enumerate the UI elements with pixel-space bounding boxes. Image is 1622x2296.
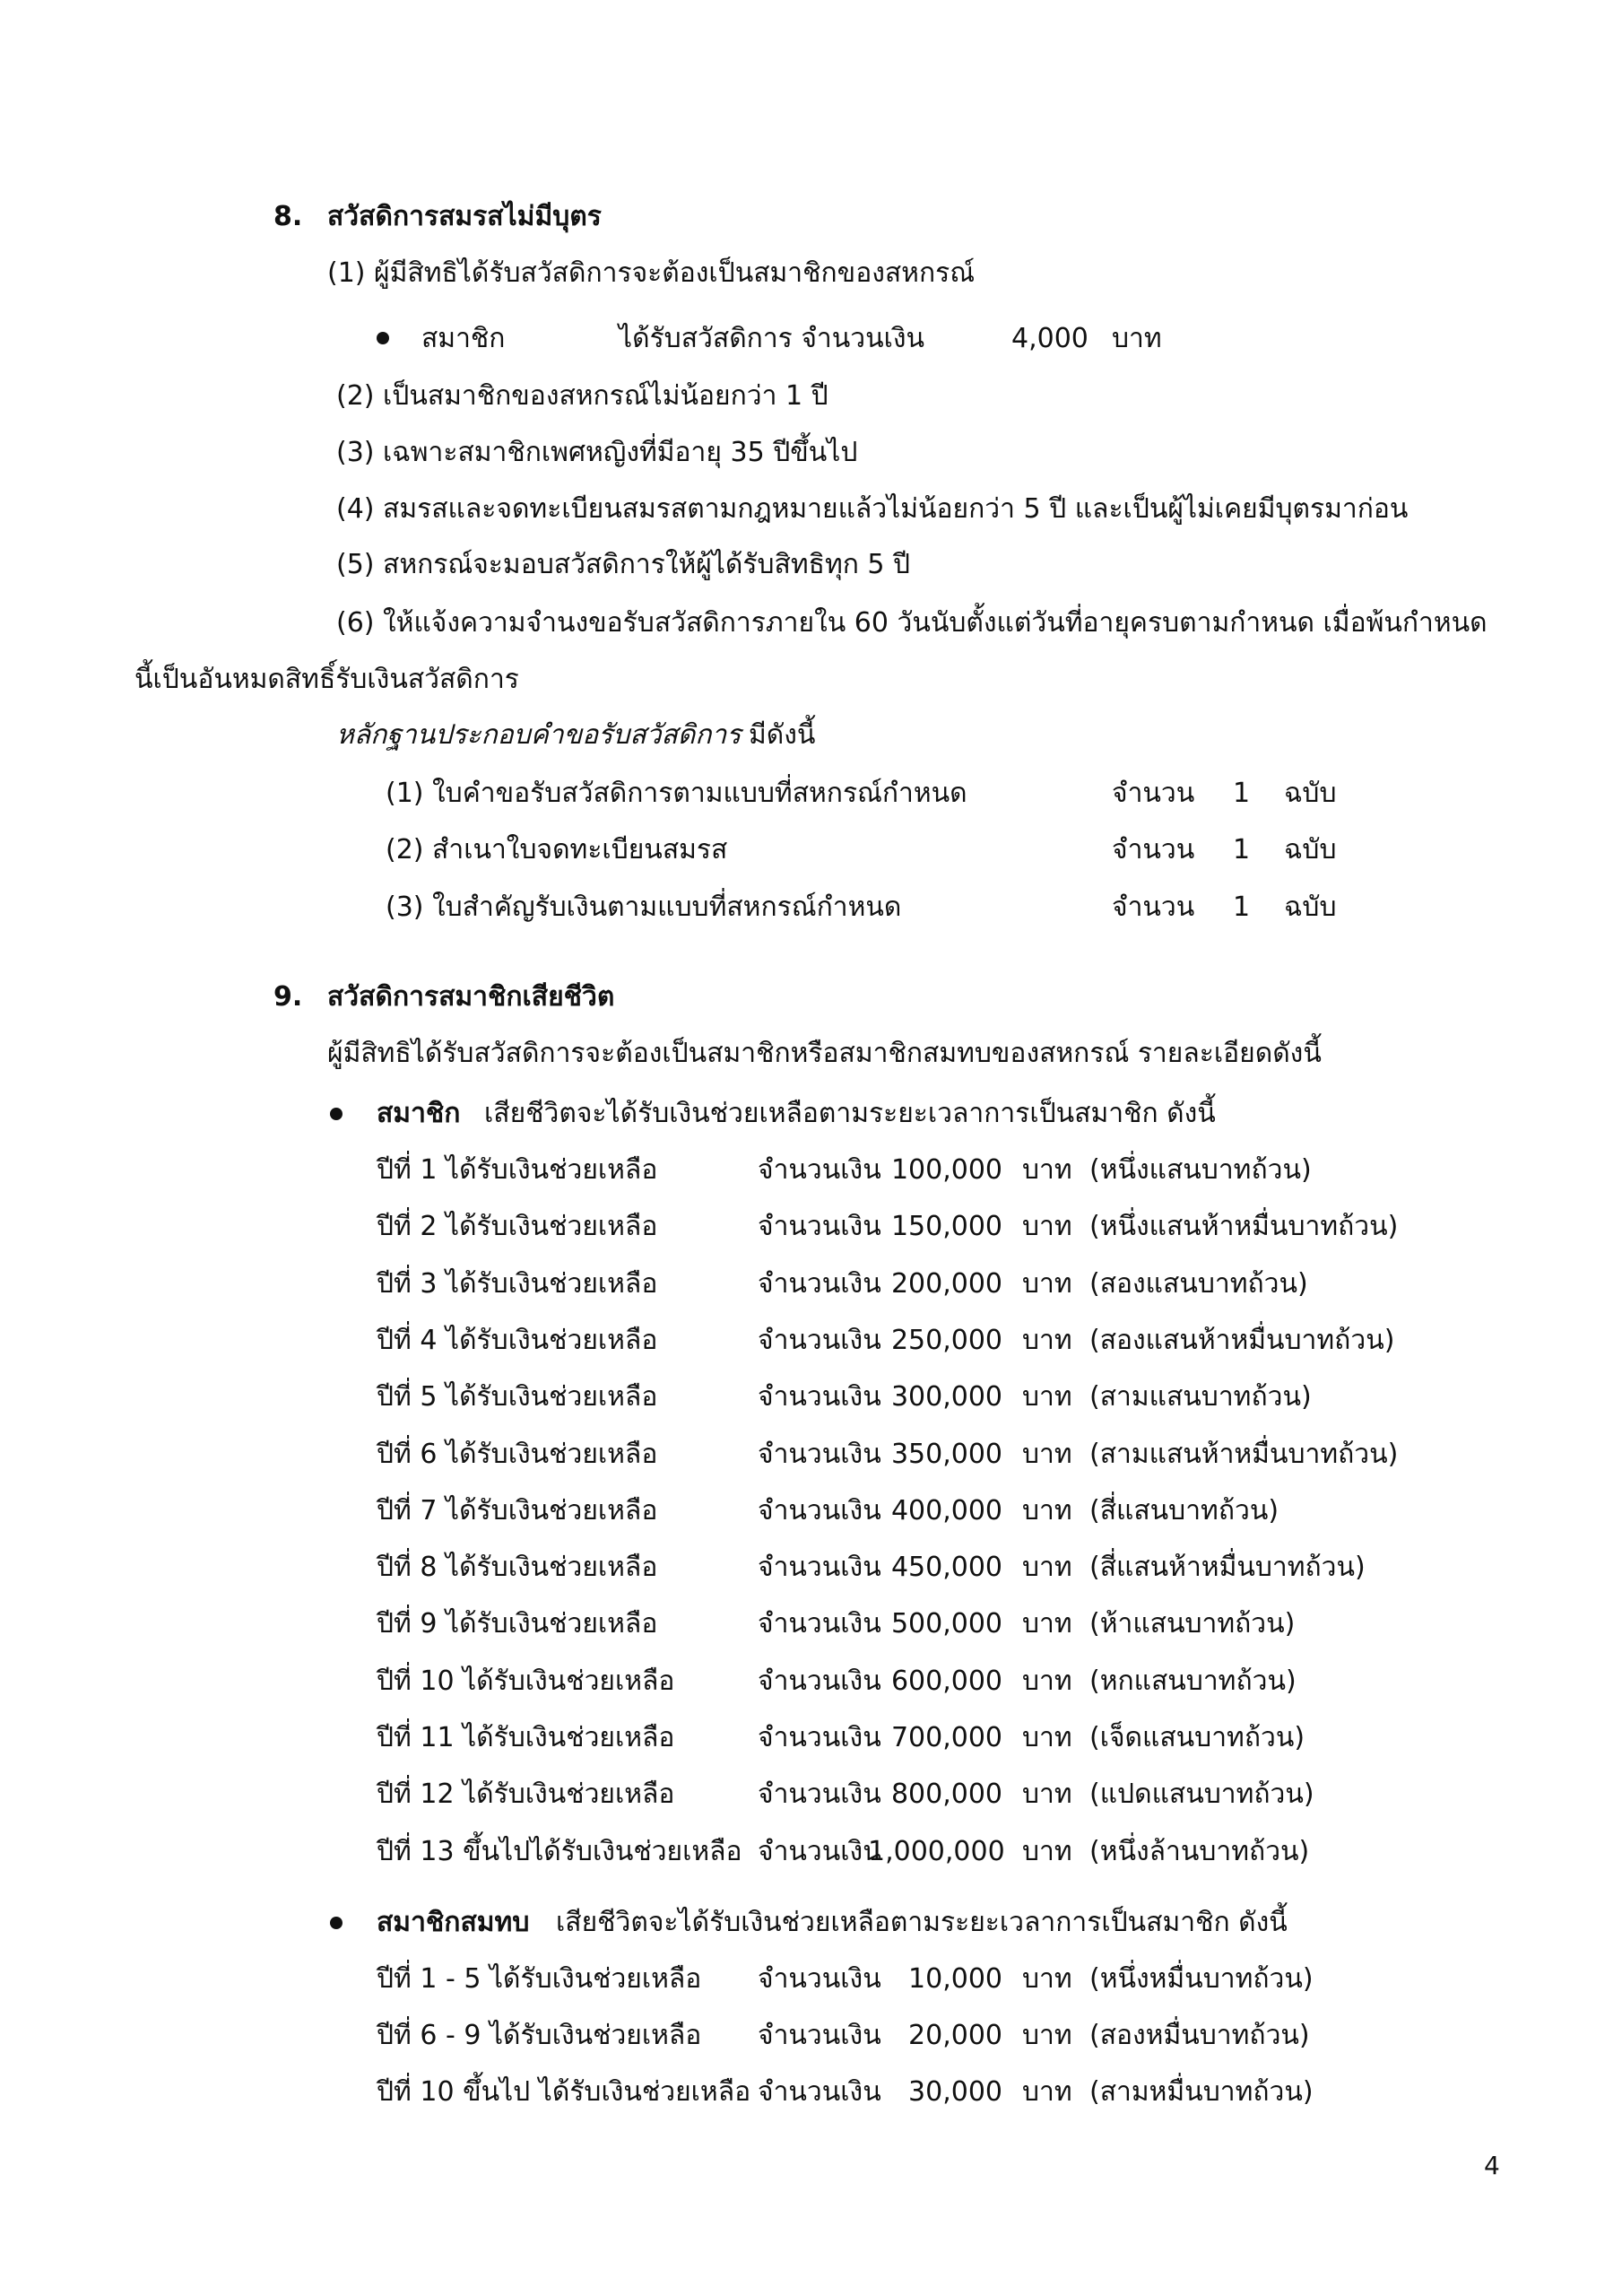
benefit-unit: บาท xyxy=(1022,1779,1072,1811)
benefit-year: ปีที่ 11 ได้รับเงินช่วยเหลือ xyxy=(377,1722,675,1753)
section9-intro: ผู้มีสิทธิได้รับสวัสดิการจะต้องเป็นสมาชิกหรือสมาชิกสมทบของสหกรณ์ รายละเอียดดังนี้ xyxy=(327,1038,1322,1069)
associate-desc: เสียชีวิตจะได้รับเงินช่วยเหลือตามระยะเวลาการเป็นสมาชิก ดังนี้ xyxy=(556,1907,1288,1938)
benefit-year: ปีที่ 9 ได้รับเงินช่วยเหลือ xyxy=(377,1608,658,1640)
bullet-icon xyxy=(330,1917,343,1929)
benefit-unit: บาท xyxy=(1022,1211,1072,1243)
member-desc: เสียชีวิตจะได้รับเงินช่วยเหลือตามระยะเวลาการเป็นสมาชิก ดังนี้ xyxy=(484,1098,1216,1129)
benefit-unit: บาท xyxy=(1022,1835,1072,1867)
benefit-words: (สี่แสนห้าหมื่นบาทถ้วน) xyxy=(1089,1552,1366,1584)
section8-member-label: สมาชิก xyxy=(421,323,506,354)
benefit-amount: 200,000 xyxy=(890,1267,1002,1300)
section8-item3: (3) เฉพาะสมาชิกเพศหญิงที่มีอายุ 35 ปีขึ้นไป xyxy=(336,437,858,468)
benefit-amount-label: จำนวนเงิน xyxy=(758,1608,881,1640)
section8-item1: (1) ผู้มีสิทธิได้รับสวัสดิการจะต้องเป็นสมาชิกของสหกรณ์ xyxy=(327,257,976,289)
benefit-amount: 20,000 xyxy=(908,2020,1002,2051)
benefit-year: ปีที่ 12 ได้รับเงินช่วยเหลือ xyxy=(377,1779,675,1811)
section8-item6-line1: (6) ให้แจ้งความจำนงขอรับสวัสดิการภายใน 60 วันนับตั้งแต่วันที่อายุครบตามกำหนด เมื่อพ้นกำหนด xyxy=(336,607,1488,639)
benefit-unit: บาท xyxy=(1022,1494,1072,1526)
benefit-year: ปีที่ 1 - 5 ได้รับเงินช่วยเหลือ xyxy=(377,1963,702,1995)
document-qty-label: จำนวน xyxy=(1112,778,1195,809)
benefit-year: ปีที่ 3 ได้รับเงินช่วยเหลือ xyxy=(377,1267,658,1300)
benefit-unit: บาท xyxy=(1022,1608,1072,1640)
section8-title: สวัสดิการสมรสไม่มีบุตร xyxy=(327,201,602,232)
benefit-year: ปีที่ 13 ขึ้นไปได้รับเงินช่วยเหลือ xyxy=(377,1835,742,1867)
benefit-amount-label: จำนวนเงิน xyxy=(758,2020,881,2051)
benefit-unit: บาท xyxy=(1022,1552,1072,1584)
benefit-amount-label: จำนวนเงิน xyxy=(758,1381,881,1413)
document-unit: ฉบับ xyxy=(1284,834,1337,865)
benefit-words: (สามแสนบาทถ้วน) xyxy=(1089,1381,1312,1413)
benefit-amount: 250,000 xyxy=(890,1324,1002,1356)
benefit-words: (หนึ่งหมื่นบาทถ้วน) xyxy=(1089,1963,1314,1995)
member-label: สมาชิก xyxy=(377,1098,461,1129)
benefit-amount-label: จำนวนเงิน xyxy=(758,1154,881,1186)
benefit-amount-label: จำนวนเงิน xyxy=(758,1324,881,1356)
benefit-unit: บาท xyxy=(1022,1665,1072,1697)
document-unit: ฉบับ xyxy=(1284,891,1337,923)
section9-number: 9. xyxy=(273,981,303,1013)
benefit-year: ปีที่ 5 ได้รับเงินช่วยเหลือ xyxy=(377,1381,658,1413)
benefit-amount: 150,000 xyxy=(890,1211,1002,1243)
bullet-icon xyxy=(377,332,389,344)
benefit-words: (สองแสนบาทถ้วน) xyxy=(1089,1267,1308,1300)
benefit-unit: บาท xyxy=(1022,1324,1072,1356)
document-qty: 1 xyxy=(1233,778,1251,809)
benefit-words: (ห้าแสนบาทถ้วน) xyxy=(1089,1608,1296,1640)
document-qty: 1 xyxy=(1233,834,1251,865)
section8-item5: (5) สหกรณ์จะมอบสวัสดิการให้ผู้ได้รับสิทธิทุก 5 ปี xyxy=(336,549,911,580)
benefit-amount: 500,000 xyxy=(890,1608,1002,1640)
benefit-amount: 100,000 xyxy=(890,1154,1002,1186)
benefit-amount-label: จำนวนเงิน xyxy=(758,1835,881,1867)
benefit-amount: 400,000 xyxy=(890,1494,1002,1526)
section8-item6-line2: นี้เป็นอันหมดสิทธิ์รับเงินสวัสดิการ xyxy=(134,664,519,695)
benefit-unit: บาท xyxy=(1022,1154,1072,1186)
benefit-amount-label: จำนวนเงิน xyxy=(758,1963,881,1995)
benefit-words: (หนึ่งแสนบาทถ้วน) xyxy=(1089,1154,1312,1186)
document-qty-label: จำนวน xyxy=(1112,891,1195,923)
benefit-words: (หนึ่งล้านบาทถ้วน) xyxy=(1089,1835,1310,1867)
evidence-suffix: มีดังนี้ xyxy=(749,719,816,751)
section8-member-amount: 4,000 xyxy=(1011,323,1089,354)
section8-number: 8. xyxy=(273,201,303,232)
section8-item2: (2) เป็นสมาชิกของสหกรณ์ไม่น้อยกว่า 1 ปี xyxy=(336,380,828,412)
document-label: (1) ใบคำขอรับสวัสดิการตามแบบที่สหกรณ์กำหนด xyxy=(386,778,967,809)
benefit-year: ปีที่ 6 ได้รับเงินช่วยเหลือ xyxy=(377,1438,658,1470)
benefit-amount-label: จำนวนเงิน xyxy=(758,1552,881,1584)
benefit-unit: บาท xyxy=(1022,2076,1072,2108)
benefit-year: ปีที่ 8 ได้รับเงินช่วยเหลือ xyxy=(377,1552,658,1584)
benefit-unit: บาท xyxy=(1022,1381,1072,1413)
document-label: (3) ใบสำคัญรับเงินตามแบบที่สหกรณ์กำหนด xyxy=(386,891,902,923)
benefit-words: (สามแสนห้าหมื่นบาทถ้วน) xyxy=(1089,1438,1399,1470)
benefit-words: (เจ็ดแสนบาทถ้วน) xyxy=(1089,1722,1305,1753)
benefit-amount: 1,000,000 xyxy=(868,1835,1005,1867)
evidence-heading: หลักฐานประกอบคำขอรับสวัสดิการ xyxy=(336,719,742,751)
associate-label: สมาชิกสมทบ xyxy=(377,1907,530,1938)
benefit-words: (แปดแสนบาทถ้วน) xyxy=(1089,1779,1314,1811)
benefit-amount-label: จำนวนเงิน xyxy=(758,2076,881,2108)
document-unit: ฉบับ xyxy=(1284,778,1337,809)
benefit-amount: 350,000 xyxy=(890,1438,1002,1470)
benefit-words: (สามหมื่นบาทถ้วน) xyxy=(1089,2076,1314,2108)
page-number: 4 xyxy=(1484,2151,1500,2180)
benefit-words: (สองหมื่นบาทถ้วน) xyxy=(1089,2020,1310,2051)
section8-member-unit: บาท xyxy=(1112,323,1162,354)
benefit-year: ปีที่ 4 ได้รับเงินช่วยเหลือ xyxy=(377,1324,658,1356)
benefit-year: ปีที่ 7 ได้รับเงินช่วยเหลือ xyxy=(377,1494,658,1526)
benefit-amount-label: จำนวนเงิน xyxy=(758,1267,881,1300)
benefit-amount: 800,000 xyxy=(890,1779,1002,1811)
benefit-words: (สี่แสนบาทถ้วน) xyxy=(1089,1494,1279,1526)
benefit-words: (หนึ่งแสนห้าหมื่นบาทถ้วน) xyxy=(1089,1211,1399,1243)
benefit-amount-label: จำนวนเงิน xyxy=(758,1779,881,1811)
document-label: (2) สำเนาใบจดทะเบียนสมรส xyxy=(386,834,728,865)
benefit-amount-label: จำนวนเงิน xyxy=(758,1665,881,1697)
benefit-amount: 30,000 xyxy=(908,2076,1002,2108)
section8-item4: (4) สมรสและจดทะเบียนสมรสตามกฎหมายแล้วไม่น้อยกว่า 5 ปี และเป็นผู้ไม่เคยมีบุตรมาก่อน xyxy=(336,493,1409,525)
benefit-year: ปีที่ 10 ขึ้นไป ได้รับเงินช่วยเหลือ xyxy=(377,2076,751,2108)
benefit-amount: 600,000 xyxy=(890,1665,1002,1697)
bullet-icon xyxy=(330,1108,343,1120)
section9-title: สวัสดิการสมาชิกเสียชีวิต xyxy=(327,981,615,1013)
benefit-amount-label: จำนวนเงิน xyxy=(758,1211,881,1243)
benefit-amount-label: จำนวนเงิน xyxy=(758,1494,881,1526)
section8-member-text: ได้รับสวัสดิการ จำนวนเงิน xyxy=(619,323,925,354)
benefit-words: (หกแสนบาทถ้วน) xyxy=(1089,1665,1297,1697)
benefit-year: ปีที่ 1 ได้รับเงินช่วยเหลือ xyxy=(377,1154,658,1186)
benefit-unit: บาท xyxy=(1022,1722,1072,1753)
document-qty-label: จำนวน xyxy=(1112,834,1195,865)
benefit-year: ปีที่ 10 ได้รับเงินช่วยเหลือ xyxy=(377,1665,675,1697)
benefit-words: (สองแสนห้าหมื่นบาทถ้วน) xyxy=(1089,1324,1395,1356)
benefit-unit: บาท xyxy=(1022,1267,1072,1300)
benefit-amount: 10,000 xyxy=(908,1963,1002,1995)
benefit-amount: 700,000 xyxy=(890,1722,1002,1753)
benefit-amount: 300,000 xyxy=(890,1381,1002,1413)
benefit-unit: บาท xyxy=(1022,2020,1072,2051)
document-qty: 1 xyxy=(1233,891,1251,923)
benefit-amount-label: จำนวนเงิน xyxy=(758,1438,881,1470)
benefit-unit: บาท xyxy=(1022,1438,1072,1470)
benefit-year: ปีที่ 2 ได้รับเงินช่วยเหลือ xyxy=(377,1211,658,1243)
benefit-amount-label: จำนวนเงิน xyxy=(758,1722,881,1753)
benefit-amount: 450,000 xyxy=(890,1552,1002,1584)
benefit-unit: บาท xyxy=(1022,1963,1072,1995)
benefit-year: ปีที่ 6 - 9 ได้รับเงินช่วยเหลือ xyxy=(377,2020,702,2051)
